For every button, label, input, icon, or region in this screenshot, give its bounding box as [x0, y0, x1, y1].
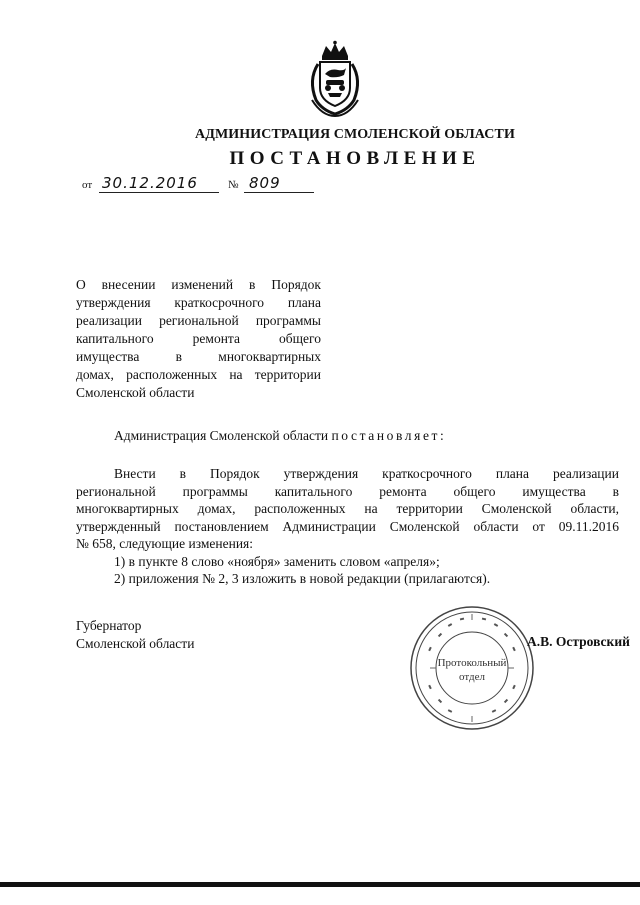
- subject-line: Смоленской области: [76, 385, 195, 400]
- subject-line: О внесении изменений в Порядок: [76, 277, 321, 292]
- body-line: № 658, следующие изменения:: [76, 536, 254, 551]
- subject-line: утверждения краткосрочного плана: [76, 295, 321, 310]
- subject-line: домах, расположенных на территории: [76, 367, 321, 382]
- date-label: от: [82, 179, 93, 191]
- stamp-center-text: [432, 656, 512, 684]
- signer-name: А.В. Островский: [527, 634, 630, 649]
- body-line: региональной программы капитального ремонта общего имущества в: [76, 483, 619, 499]
- stamp-line: Протокольный: [437, 657, 507, 669]
- subject-line: реализации региональной программы: [76, 313, 321, 328]
- signer-title-line: Губернатор: [76, 618, 142, 633]
- stamp-line: отдел: [459, 671, 485, 683]
- signer-title: [76, 617, 194, 652]
- number-underline: [244, 192, 314, 193]
- date-value: 30.12.2016: [102, 174, 198, 192]
- organization-name: АДМИНИСТРАЦИЯ СМОЛЕНСКОЙ ОБЛАСТИ: [195, 127, 515, 142]
- body-line: многоквартирных домах, расположенных на территории Смоленской области,: [76, 501, 619, 516]
- body-line: Внести в Порядок утверждения краткосрочного плана реализации: [114, 466, 619, 481]
- date-underline: [99, 192, 219, 193]
- document-title: ПОСТАНОВЛЕНИЕ: [229, 148, 481, 169]
- body-line: утвержденный постановлением Администрации Смоленской области от 09.11.2016: [76, 518, 619, 534]
- subject-line: имущества в многоквартирных: [76, 349, 321, 364]
- amendment-item: 2) приложения № 2, 3 изложить в новой редакции (прилагаются).: [114, 571, 491, 586]
- footer-rule: [0, 882, 640, 887]
- date-number-line: [82, 173, 322, 193]
- decree-verb: постановляет:: [331, 428, 447, 443]
- amendment-item: 1) в пункте 8 слово «ноября» заменить словом «апреля»;: [114, 553, 440, 569]
- signer-title-line: Смоленской области: [76, 635, 195, 651]
- document-subject: [76, 276, 321, 402]
- number-value: 809: [249, 174, 281, 192]
- decree-lead: Администрация Смоленской области: [114, 428, 329, 443]
- document-body: [76, 465, 619, 588]
- subject-line: капитального ремонта общего: [76, 331, 321, 346]
- number-label: №: [228, 179, 239, 191]
- decree-line: [114, 428, 446, 444]
- coat-of-arms-emblem: [300, 40, 370, 118]
